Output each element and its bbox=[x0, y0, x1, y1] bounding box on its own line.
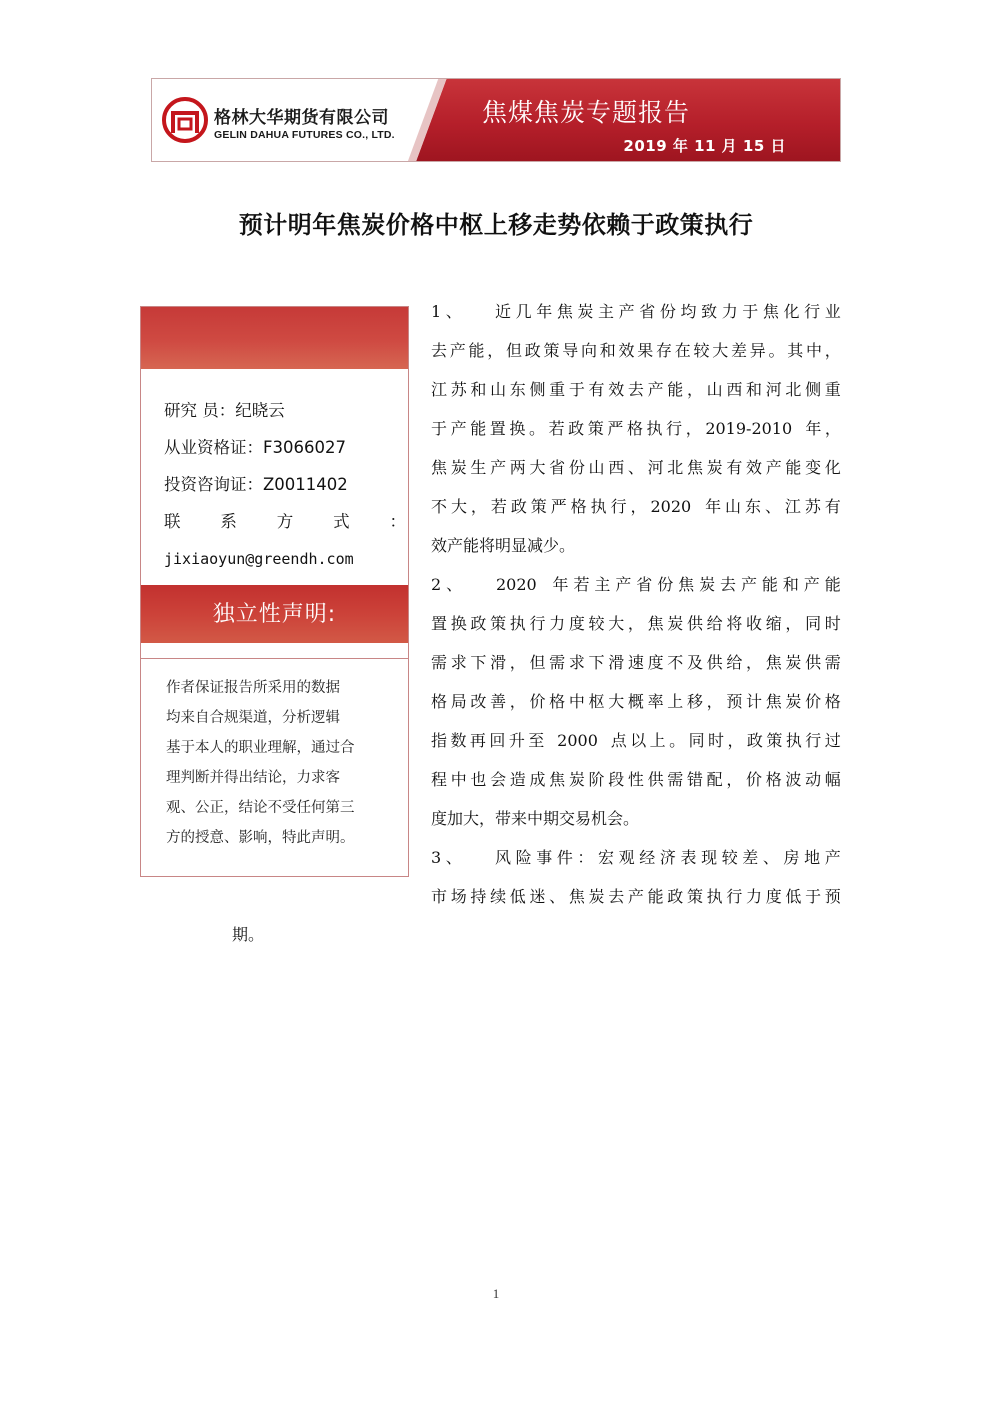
document-title: 预计明年焦炭价格中枢上移走势依赖于政策执行 bbox=[238, 211, 754, 239]
gelin-dahua-logo-icon bbox=[162, 97, 208, 143]
sidebar-divider bbox=[141, 658, 408, 659]
company-name-cn: 格林大华期货有限公司 bbox=[214, 108, 389, 128]
analyst-name: 研究 员：纪晓云 bbox=[164, 401, 285, 420]
declaration-text bbox=[166, 673, 388, 853]
page-number: 1 bbox=[492, 1286, 500, 1301]
declaration-line: 理判断并得出结论，力求客 bbox=[166, 770, 340, 786]
body-line: 市 场 持 续 低 迷 、 焦 炭 去 产 能 政 策 执 行 力 度 低 于 预 bbox=[431, 887, 841, 906]
body-line: 2 、 2020 年 若 主 产 省 份 焦 炭 去 产 能 和 产 能 bbox=[431, 575, 841, 594]
body-line: 指 数 再 回 升 至 2000 点 以 上 。 同 时 ， 政 策 执 行 过 bbox=[431, 731, 841, 750]
header-banner bbox=[151, 78, 841, 162]
body-line: 效产能将明显减少。 bbox=[431, 536, 576, 555]
body-line: 3 、 风 险 事 件 ： 宏 观 经 济 表 现 较 差 、 房 地 产 bbox=[431, 848, 841, 867]
body-tail: 期。 bbox=[232, 925, 265, 944]
contact-char: 方 bbox=[276, 512, 294, 531]
analyst-info bbox=[164, 401, 407, 586]
contact-char: 式 bbox=[333, 512, 350, 531]
declaration-line: 方的授意、影响，特此声明。 bbox=[166, 830, 355, 846]
contact-char: 系 bbox=[220, 512, 237, 531]
declaration-line: 观、公正，结论不受任何第三 bbox=[166, 800, 355, 816]
report-date: 2019 年 11 月 15 日 bbox=[623, 137, 786, 155]
body-line: 1 、 近 几 年 焦 炭 主 产 省 份 均 致 力 于 焦 化 行 业 bbox=[431, 302, 841, 321]
declaration-band bbox=[141, 585, 408, 643]
contact-label bbox=[164, 512, 406, 549]
body-line: 置 换 政 策 执 行 力 度 较 大 ， 焦 炭 供 给 将 收 缩 ， 同 时 bbox=[431, 614, 841, 633]
analyst-email: jixiaoyun@greendh.com bbox=[164, 550, 354, 568]
body-line: 焦 炭 生 产 两 大 省 份 山 西 、 河 北 焦 炭 有 效 产 能 变 化 bbox=[431, 458, 841, 477]
report-type-title: 焦煤焦炭专题报告 bbox=[482, 98, 691, 127]
body-line: 去 产 能 ， 但 政 策 导 向 和 效 果 存 在 较 大 差 异 。 其 中 ， bbox=[431, 341, 841, 360]
body-line: 于 产 能 置 换 。 若 政 策 严 格 执 行 ， 2019-2010 年 ， bbox=[431, 419, 841, 438]
declaration-heading: 独立性声明: bbox=[212, 602, 337, 627]
company-name-en: GELIN DAHUA FUTURES CO., LTD. bbox=[214, 129, 395, 141]
declaration-line: 作者保证报告所采用的数据 bbox=[166, 680, 340, 696]
sidebar-top-band bbox=[141, 307, 408, 369]
body-line: 程 中 也 会 造 成 焦 炭 阶 段 性 供 需 错 配 ， 价 格 波 动 幅 bbox=[431, 770, 841, 789]
report-body bbox=[431, 292, 841, 916]
declaration-line: 基于本人的职业理解，通过合 bbox=[166, 740, 355, 756]
body-line: 需 求 下 滑 ， 但 需 求 下 滑 速 度 不 及 供 给 ， 焦 炭 供 需 bbox=[431, 653, 841, 672]
body-line: 不 大 ， 若 政 策 严 格 执 行 ， 2020 年 山 东 、 江 苏 有 bbox=[431, 497, 841, 516]
contact-char: ： bbox=[389, 512, 406, 531]
declaration-line: 均来自合规渠道，分析逻辑 bbox=[166, 710, 340, 726]
body-line: 格 局 改 善 ， 价 格 中 枢 大 概 率 上 移 ， 预 计 焦 炭 价 格 bbox=[431, 692, 841, 711]
analyst-license: 从业资格证：F3066027 bbox=[164, 438, 346, 457]
analyst-sidebar bbox=[140, 306, 409, 877]
analyst-consult-license: 投资咨询证：Z0011402 bbox=[164, 475, 348, 494]
body-line: 度加大，带来中期交易机会。 bbox=[431, 809, 640, 828]
contact-char: 联 bbox=[164, 512, 181, 531]
body-line: 江 苏 和 山 东 侧 重 于 有 效 去 产 能 ， 山 西 和 河 北 侧 重 bbox=[431, 380, 841, 399]
